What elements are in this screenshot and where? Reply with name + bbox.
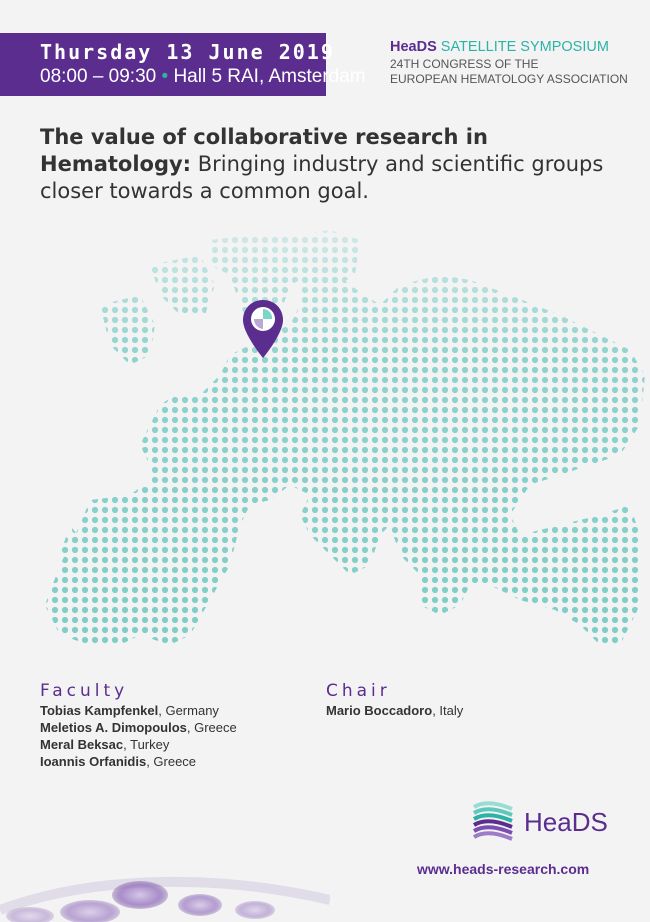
- website-link[interactable]: www.heads-research.com: [417, 861, 590, 877]
- faculty-member: [40, 719, 237, 736]
- member-name: Tobias Kampfenkel: [40, 703, 159, 718]
- symposium-info: [390, 38, 640, 87]
- brand-name: HeaDS: [390, 39, 437, 55]
- faculty-member: [40, 753, 237, 770]
- chair-member: [326, 702, 463, 719]
- chair-section: [326, 680, 463, 719]
- bullet: •: [161, 66, 169, 87]
- location-pin-icon: [241, 298, 285, 360]
- member-name: Ioannis Orfanidis: [40, 754, 147, 769]
- logo-text: HeaDS: [524, 806, 608, 837]
- symposium-label: SATELLITE SYMPOSIUM: [440, 39, 609, 55]
- headline: [40, 124, 620, 205]
- date-banner: [0, 33, 366, 96]
- event-venue: Hall 5 RAI, Amsterdam: [173, 66, 366, 87]
- member-name: Meral Beksac: [40, 737, 124, 752]
- headline-bold: The value of collaborative research in Hematology:: [40, 125, 488, 176]
- faculty-member: [40, 702, 237, 719]
- heads-logo-icon: [470, 797, 516, 847]
- member-country: , Greece: [146, 754, 197, 769]
- faculty-member: [40, 736, 237, 753]
- faculty-section: [40, 680, 237, 770]
- europe-dot-map: [0, 225, 650, 665]
- blood-cells-illustration: [0, 850, 330, 922]
- symposium-title: [390, 38, 640, 57]
- heads-logo: [470, 797, 608, 847]
- member-country: , Italy: [432, 703, 464, 718]
- faculty-title: Faculty: [40, 681, 129, 701]
- event-date: Thursday 13 June 2019: [40, 40, 335, 64]
- headline-rest: Bringing industry and scientific groups closer towards a common goal.: [40, 152, 604, 203]
- member-country: , Germany: [158, 703, 219, 718]
- member-country: , Turkey: [123, 737, 170, 752]
- member-name: Mario Boccadoro: [326, 703, 433, 718]
- member-name: Meletios A. Dimopoulos: [40, 720, 187, 735]
- member-country: , Greece: [186, 720, 237, 735]
- event-time-venue: [40, 65, 366, 89]
- event-time: 08:00 – 09:30: [40, 66, 157, 87]
- congress-line-2: EUROPEAN HEMATOLOGY ASSOCIATION: [390, 72, 628, 86]
- congress-line-1: 24TH CONGRESS OF THE: [390, 57, 539, 71]
- chair-title: Chair: [326, 681, 391, 701]
